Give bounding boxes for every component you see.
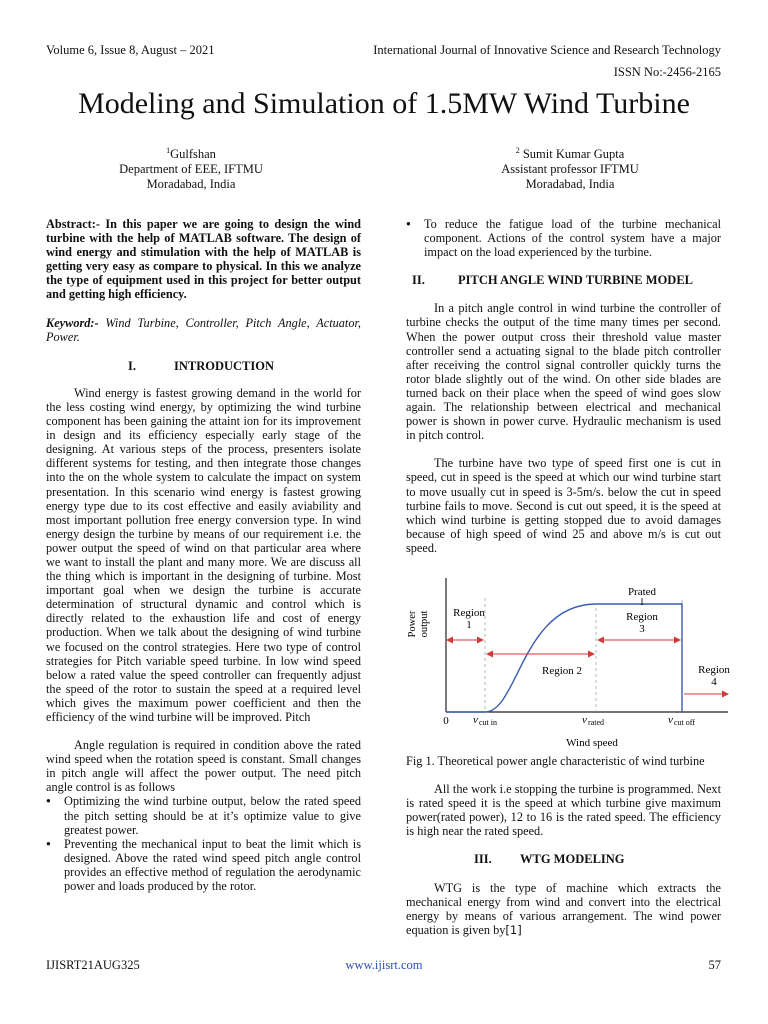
intro-paragraph-1: Wind energy is fastest growing demand in the world for the less costing wind energy, by optimizing the wind turbine component has been gaining the attaint ion for its improvement in design and its efficiency especially early stage of the designing. At various steps of the process, presenters isolate different systems for testing, and then integrate those changes into the on the whole system to calculate the impact on system presentation. In this scenario wind energy is fastest growing energy type due to its cost effective and easily aviability and most important pollution free energy conversion type. In wind energy design the turbine by means of our requirement i.e. the power output the speed of wind on that particular area where we want to install the plant and many more. We are discuss all the thing which is important in the designing of turbine. Most important goal when we design the turbine is accurate determination of structural dynamic and control which is directly related to the exhaustion life and cost of energy production. When we talk about the designing of wind turbine we focused on the control strategies. Here two type of control strategies for Pitch variable speed turbine. In low wind speed below a rated value the speed controller can frequently adjust the speed of the rotor to sustain the speed at a required level which gives the maximum power coefficient and then the efficiency of the wind turbine will be improved. Pitch [46,385,361,724]
pitch-paragraph-2: The turbine have two type of speed first one is cut in speed, cut in speed is the speed at which our wind turbine start to move usually cut in speed is 3-5m/s. below the cut in speed turbine fails to move. Second is cut out speed, it is the speed at which wind turbine is getting stopped due to avoid damages because of high speed of wind 25 and above m/s is cut out speed. [406,456,721,555]
wtg-paragraph [406,881,721,937]
section-introduction-heading [46,359,361,373]
section-title: WTG MODELING [520,852,625,867]
region-3-label-b: 3 [639,623,645,635]
section-number: I. [128,358,136,373]
journal-name: International Journal of Innovative Science and Research Technology [373,43,721,57]
author-1-number: 1 [166,145,171,155]
section-wtg-heading [406,852,721,866]
author-1 [96,147,286,192]
y-axis-label-1: Power [407,610,418,638]
author-2 [470,147,670,192]
right-column [406,217,721,555]
right-bullet-list [406,217,721,259]
section-title: PITCH ANGLE WIND TURBINE MODEL [458,273,693,288]
v-cut-in-symbol: v [473,714,478,726]
list-item: ● Preventing the mechanical input to beat the limit which is designed. Above the rated wind speed pitch angle control provides an effective method of regulation the aerodynamic power and loads produced by the rotor. [46,837,361,893]
y-axis-label-2: output [419,610,430,638]
author-2-position: Assistant professor IFTMU [501,162,639,176]
region-1-label-a: Region [453,607,485,619]
issn: ISSN No:-2456-2165 [613,65,721,79]
wtg-text: WTG is the type of machine which extracts the mechanical energy from wind and convert into the electrical energy by means of various arrangement. The wind power equation is given by [406,880,721,937]
v-cut-off-subscript: cut off [674,718,695,727]
x-axis-label: Wind speed [566,737,618,749]
list-item: ● To reduce the fatigue load of the turbine mechanical component. Actions of the control system have a major impact on the load experienced by the turbine. [406,217,721,259]
v-cut-off-symbol: v [668,714,673,726]
list-item: ● Optimizing the wind turbine output, below the rated speed the pitch setting should be at it’s optimize value to give greatest power. [46,794,361,836]
page-number: 57 [708,958,721,972]
section-number: II. [412,273,425,288]
prated-marker: I [640,597,644,607]
origin-label: 0 [443,715,449,727]
v-rated-subscript: rated [588,718,604,727]
v-cut-in-subscript: cut in [479,718,497,727]
power-curve-figure [400,578,730,754]
author-1-location: Moradabad, India [146,177,236,191]
region-4-label-b: 4 [711,676,717,688]
section-number: III. [474,852,492,867]
abstract [46,217,361,302]
keywords [46,316,361,344]
author-2-location: Moradabad, India [525,177,615,191]
region-2-label: Region 2 [541,665,583,677]
author-2-number: 2 [515,145,520,155]
paper-id: IJISRT21AUG325 [46,958,140,972]
abstract-label: Abstract:- [46,217,100,231]
rated-speed-paragraph: All the work i.e stopping the turbine is programmed. Next is rated speed it is the speed at which turbine give maximum power(rated power), 12 to 16 is the rated speed. The efficiency is high near the rated speed. [406,782,721,839]
pitch-needs-list [46,794,361,893]
citation-link[interactable]: [1] [505,922,522,937]
intro-paragraph-2: Angle regulation is required in condition above the rated wind speed when the rotation speed is constant. Small changes in pitch angle will affect the power output. The need pitch angle control is as follows [46,738,361,795]
region-4-label-a: Region [698,664,730,676]
keywords-label: Keyword:- [46,315,99,330]
region-1-label-b: 1 [466,619,472,631]
paper-title: Modeling and Simulation of 1.5MW Wind Turbine [78,87,690,120]
keywords-text: Wind Turbine, Controller, Pitch Angle, Actuator, Power. [46,315,361,344]
author-2-name: Sumit Kumar Gupta [519,147,625,161]
figure-caption: Fig 1. Theoretical power angle characteristic of wind turbine [406,754,705,768]
section-pitch-heading [406,273,721,287]
author-1-name: Gulfshan [170,147,216,161]
v-rated-symbol: v [582,714,587,726]
author-1-department: Department of EEE, IFTMU [119,162,263,176]
left-column [46,217,361,893]
pitch-paragraph-1: In a pitch angle control in wind turbine the controller of turbine checks the output of the time many times per second. When the power output cross their threshold value master controller send a actuating signal to the blade pitch controller after receiving the control signal controller quickly turns the rotor blade slightly out of the wind. On other side blades are turned back on their place when the speed of wind goes slow again. The relationship between electrical and mechanical power is shown in power curve. Hydraulic mechanism is used in pitch control. [406,301,721,443]
prated-label: Prated [627,586,657,598]
region-3-label-a: Region [626,611,658,623]
right-column-lower [406,754,721,937]
journal-url-link[interactable]: www.ijisrt.com [345,958,423,972]
volume-info: Volume 6, Issue 8, August – 2021 [46,43,215,57]
section-title: INTRODUCTION [174,358,275,373]
abstract-text: In this paper we are going to design the wind turbine with the help of MATLAB software. The design of wind energy and stimulation with the help of MATLAB is getting very easy as compare to physical. In this we analyze the type of equipment used in this project for better output and getting high efficiency. [46,217,361,302]
